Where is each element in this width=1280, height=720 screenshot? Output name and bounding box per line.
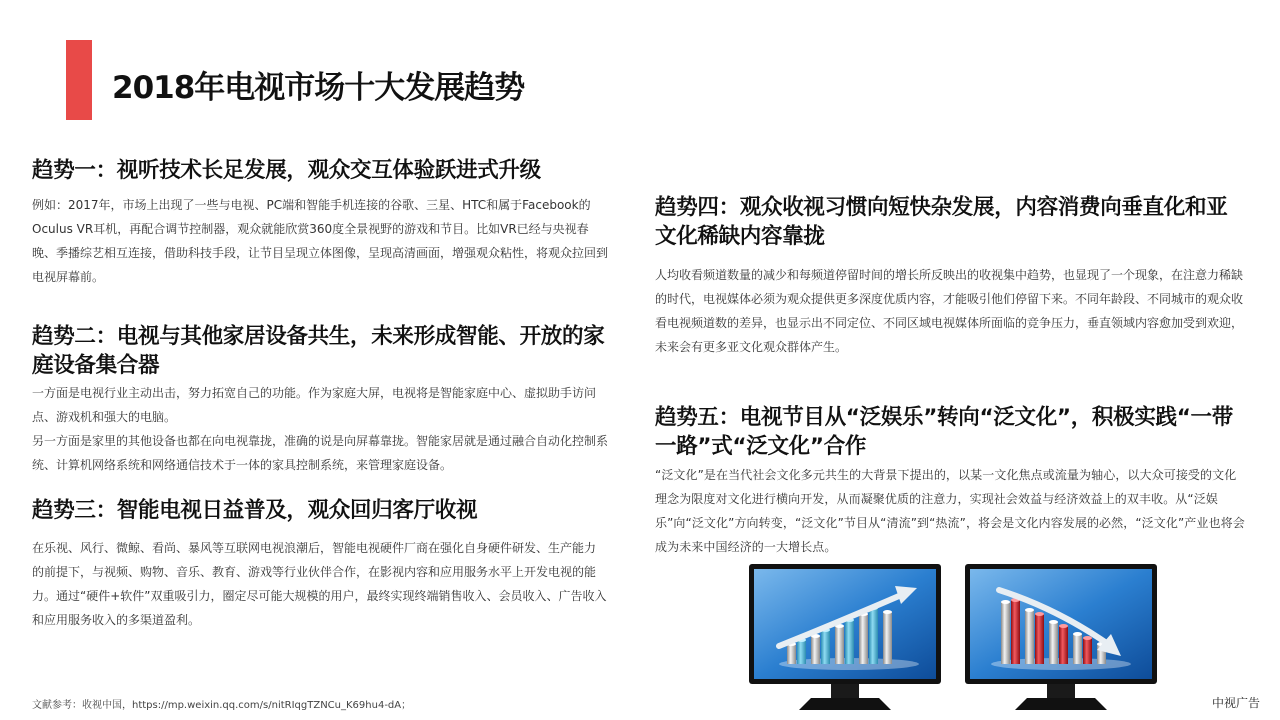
trend-2	[32, 322, 617, 477]
brand-label: 中视广告	[1211, 696, 1260, 710]
trend-2-body-continued: 另一方面是家里的其他设备也都在向电视靠拢，准确的说是向屏幕靠拢。智能家居就是通过融合自动化控制系统、计算机网络系统和网络通信技术于一体的家具控制系统，来管理家庭设备。	[32, 434, 609, 472]
trend-1-heading: 趋势一：视听技术长足发展，观众交互体验跃进式升级	[32, 158, 541, 183]
page-title: 2018年电视市场十大发展趋势	[112, 70, 525, 106]
trend-5	[655, 403, 1245, 559]
trend-3-body: 在乐视、风行、微鲸、看尚、暴风等互联网电视浪潮后，智能电视硬件厂商在强化自身硬件研发、生产能力的前提下，与视频、购物、音乐、教育、游戏等行业伙伴合作，在影视内容和应用服务水平上开发电视的能力。通过“硬件+软件”双重吸引力，圈定尽可能大规模的用户，最终实现终端销售收入、会员收入、广告收入和应用服务收入的多渠道盈利。	[32, 541, 607, 627]
tv-falling-bar-chart-icon	[965, 564, 1157, 714]
trend-3	[32, 496, 607, 632]
trend-2-body: 一方面是电视行业主动出击，努力拓宽自己的功能。作为家庭大屏，电视将是智能家庭中心、虚拟助手访问点、游戏机和强大的电脑。	[32, 386, 597, 424]
trend-1	[32, 156, 612, 289]
trend-1-body: 例如：2017年，市场上出现了一些与电视、PC端和智能手机连接的谷歌、三星、HTC和属于Facebook的Oculus VR耳机，再配合调节控制器，观众就能欣赏360度全景视野的游戏和节目。比如VR已经与央视春晚、季播综艺相互连接，借助科技手段，让节目呈现立体图像，呈现高清画面，增强观众粘性，将观众拉回到电视屏幕前。	[32, 198, 609, 284]
trend-3-heading: 趋势三：智能电视日益普及，观众回归客厅收视	[32, 498, 478, 523]
title-accent-bar	[66, 40, 92, 120]
trend-2-heading: 趋势二：电视与其他家居设备共生，未来形成智能、开放的家庭设备集合器	[32, 324, 605, 378]
trend-4	[655, 193, 1245, 359]
trend-5-heading: 趋势五：电视节目从“泛娱乐”转向“泛文化”，积极实践“一带一路”式“泛文化”合作	[655, 405, 1233, 459]
tv-rising-bar-chart-icon	[749, 564, 941, 714]
trend-5-body: “泛文化”是在当代社会文化多元共生的大背景下提出的，以某一文化焦点或流量为轴心，以大众可接受的文化理念为限度对文化进行横向开发，从而凝聚优质的注意力，实现社会效益与经济效益上的双丰收。从“泛娱乐”向“泛文化”方向转变，“泛文化”节目从“清流”到“热流”，将会是文化内容发展的必然，“泛文化”产业也将会成为未来中国经济的一大增长点。	[655, 468, 1245, 554]
trend-4-heading: 趋势四：观众收视习惯向短快杂发展，内容消费向垂直化和亚文化稀缺内容靠拢	[655, 195, 1228, 249]
trend-4-body: 人均收看频道数量的减少和每频道停留时间的增长所反映出的收视集中趋势，也显现了一个现象，在注意力稀缺的时代，电视媒体必须为观众提供更多深度优质内容，才能吸引他们停留下来。不同年龄段、不同城市的观众收看电视频道数的差异，也显示出不同定位、不同区域电视媒体所面临的竞争压力，垂直领域内容愈加受到欢迎，未来会有更多亚文化观众群体产生。	[655, 268, 1244, 354]
reference-footnote: 文献参考：收视中国，https://mp.weixin.qq.com/s/nitRIqgTZNCu_K69hu4-dA；	[32, 700, 412, 711]
